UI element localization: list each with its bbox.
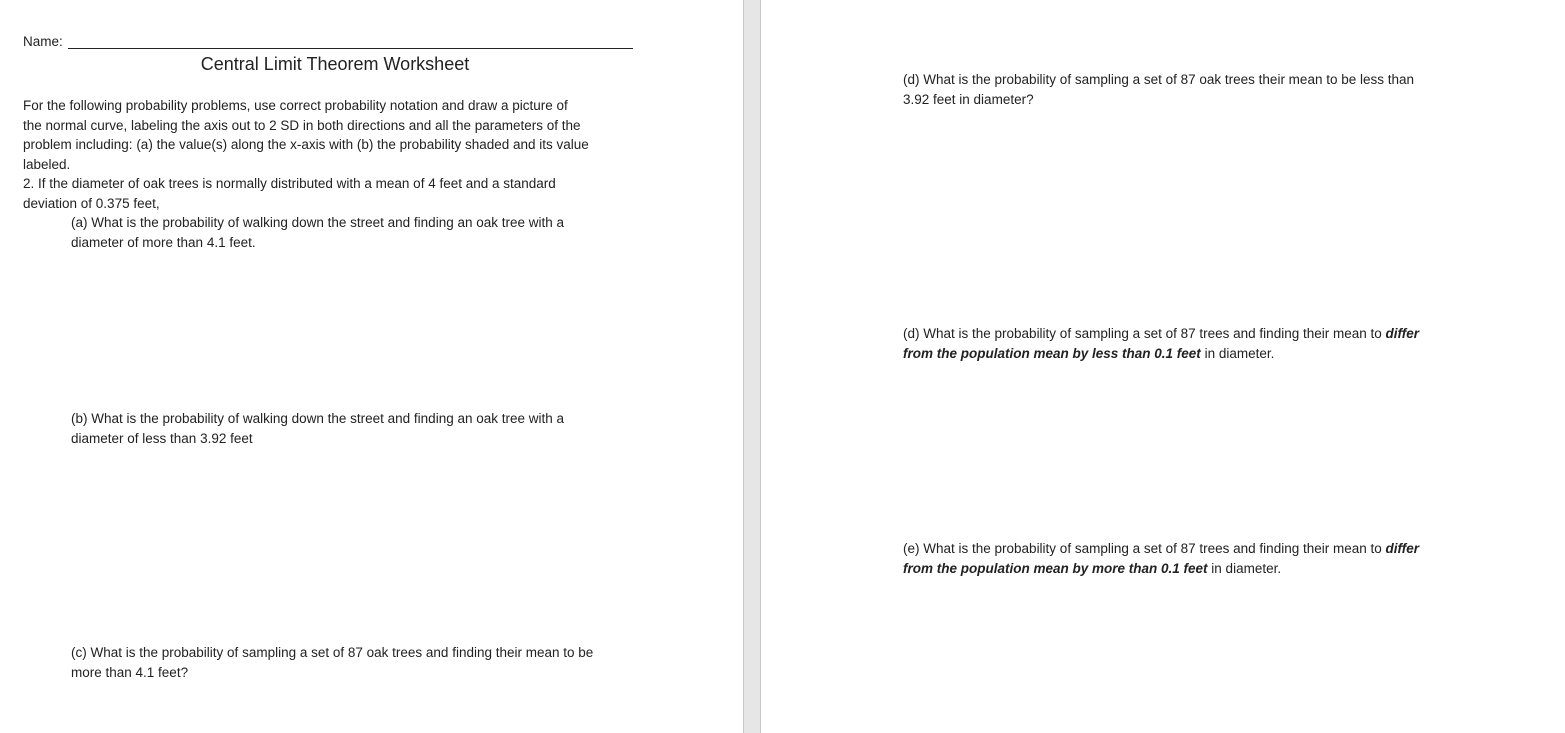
page-gutter <box>743 0 761 733</box>
right-page <box>761 0 1565 733</box>
question-d2-emphasis: differ <box>1385 326 1420 341</box>
instructions-line-4: labeled. <box>23 156 71 172</box>
question-d2-text: (d) What is the probability of sampling a set of 87 trees and finding their mean to <box>903 326 1386 341</box>
instructions-line-3: problem including: (a) the value(s) along the x-axis with (b) the probability shaded and its value <box>23 137 589 152</box>
question-a-line-2: diameter of more than 4.1 feet. <box>71 234 256 250</box>
question-c-line-1: (c) What is the probability of sampling a set of 87 oak trees and finding their mean to be <box>71 645 594 660</box>
left-page <box>0 0 743 733</box>
problem-intro-line-2: deviation of 0.375 feet, <box>23 195 160 211</box>
question-a-line-1: (a) What is the probability of walking down the street and finding an oak tree with a <box>71 215 565 230</box>
question-b-line-2: diameter of less than 3.92 feet <box>71 430 253 446</box>
question-d2-emphasis-2: from the population mean by less than 0.1 feet <box>903 345 1201 361</box>
question-d2-line-2 <box>903 344 1274 364</box>
question-d1-line-1: (d) What is the probability of sampling a set of 87 oak trees their mean to be less than <box>903 72 1415 87</box>
name-underline[interactable] <box>68 48 633 49</box>
instructions-line-2: the normal curve, labeling the axis out to 2 SD in both directions and all the parameters of the <box>23 117 581 133</box>
question-b-line-1: (b) What is the probability of walking down the street and finding an oak tree with a <box>71 411 565 426</box>
question-d2-line-1 <box>903 324 1419 344</box>
name-label: Name: <box>23 34 63 49</box>
question-d2-tail: in diameter. <box>1200 345 1275 361</box>
problem-intro-line-1: 2. If the diameter of oak trees is normally distributed with a mean of 4 feet and a standard <box>23 176 556 191</box>
question-e-line-2 <box>903 559 1281 579</box>
question-e-line-1 <box>903 539 1419 559</box>
question-d1-line-2: 3.92 feet in diameter? <box>903 91 1034 107</box>
question-e-emphasis-2: from the population mean by more than 0.1 feet <box>903 560 1208 576</box>
question-e-tail: in diameter. <box>1207 560 1282 576</box>
question-c-line-2: more than 4.1 feet? <box>71 664 189 680</box>
question-e-emphasis: differ <box>1385 541 1420 556</box>
instructions-line-1: For the following probability problems, use correct probability notation and draw a picture of <box>23 98 568 113</box>
page-title: Central Limit Theorem Worksheet <box>200 54 470 74</box>
name-field[interactable] <box>23 32 633 52</box>
question-e-text: (e) What is the probability of sampling a set of 87 trees and finding their mean to <box>903 541 1386 556</box>
